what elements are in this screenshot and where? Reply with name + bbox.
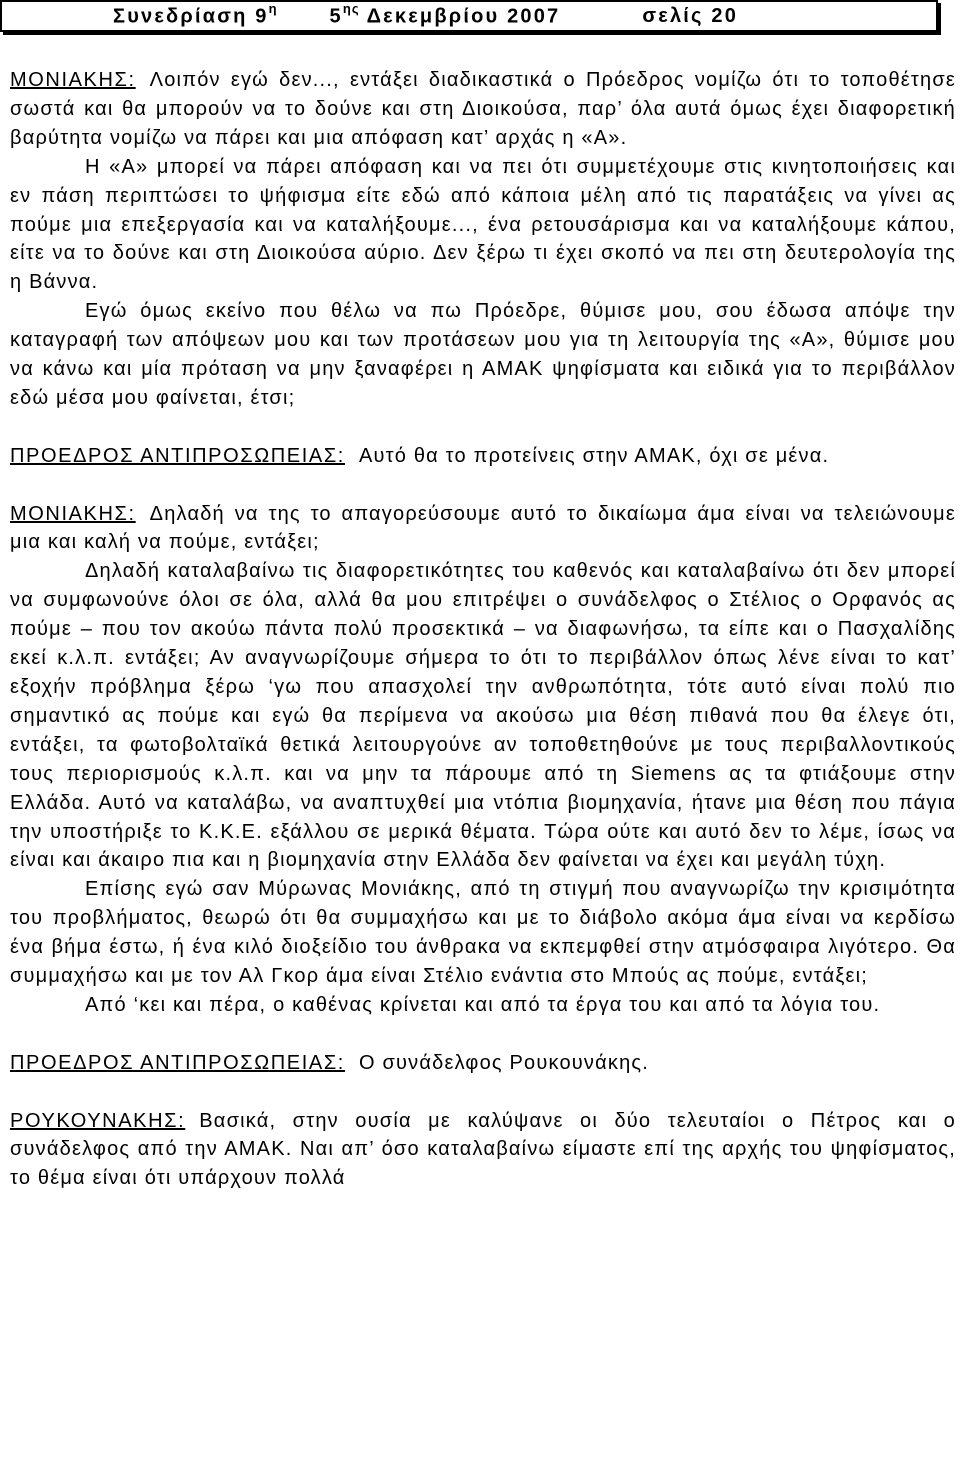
paragraph-text: Ο συνάδελφος Ρουκουνάκης.: [358, 1051, 649, 1074]
header-date: $5^{\eta\varsigma}$ Δεκεμβρίου 2007: [329, 1, 561, 28]
paragraph-text: Δηλαδή να της το απαγορεύσουμε αυτό το δικαίωμα άμα είναι να τελειώνουμε μια και καλή να πούμε, εντάξει;: [10, 502, 956, 554]
paragraph-text: Δηλαδή καταλαβαίνω τις διαφορετικότητες του καθενός και καταλαβαίνω ότι δεν μπορεί να συμφωνούνε όλοι σε όλα, αλλά θα μου επιτρέψει ο συνάδελφος ο Στέλιος ο Ορφανός ας πούμε – που τον ακούω πάντα πολύ προσεκτικά – να διαφωνήσω, τα είπε και ο Πασχαλίδης εκεί κ.λ.π. εντάξει; Αν αναγνωρίζουμε σήμερα το ότι το περιβάλλον όπως λένε είναι το κατ’ εξοχήν πρόβλημα ξέρω ‘γω που απασχολεί την ανθρωπότητα, τότε αυτό είναι πολύ πιο σημαντικό ας πούμε και εγώ θα περίμενα να ακούσω μια θέση πιθανά που θα έλεγε ότι, εντάξει, τα φωτοβολταϊκά θετικά λειτουργούνε αν τοποθετηθούνε με τους περιβαλλοντικούς τους περιορισμούς κ.λ.π. και να μην τα πάρουμε από τη Siemens ας τα φτιάξουμε στην Ελλάδα. Αυτό να καταλάβω, να αναπτυχθεί μια ντόπια βιομηχανία, ήτανε μια θέση που πάγια την υποστήριξε το Κ.Κ.Ε. εξάλλου σε μερικά θέματα. Τώρα ούτε και αυτό δεν το λέμε, ίσως να είναι και άκαιρο πια και η βιομηχανία στην Ελλάδα δεν φαίνεται να έχει και μεγάλη τύχη.: [10, 560, 956, 872]
paragraph-text: Επίσης εγώ σαν Μύρωνας Μονιάκης, από τη στιγμή που αναγνωρίζω την κρισιμότητα του προβλήματος, θεωρώ ότι θα συμμαχήσω και με το διάβολο ακόμα άμα είναι να κερδίσω ένα βήμα έστω, ή ένα κιλό διοξείδιο του άνθρακα να εκπεμφθεί στην ατμόσφαιρα λιγότερο. Θα συμμαχήσω και με τον Αλ Γκορ άμα είναι Στέλιο ενάντια στο Μπούς ας πούμε, εντάξει;: [10, 878, 956, 988]
paragraph-text: Η «Α» μπορεί να πάρει απόφαση και να πει ότι συμμετέχουμε στις κινητοποιήσεις και εν πάση περιπτώσει το ψήφισμα είτε εδώ από κάποια μέλη από τις παρατάξεις να γίνει ας πούμε μια επεξεργασία και να καταλήξουμε..., ένα ρετουσάρισμα και να καταλήξουμε κάπου, είτε να το δούνε και στη Διοικούσα αύριο. Δεν ξέρω τι έχει σκοπό να πει στη δευτερολογία της η Βάννα.: [10, 155, 956, 294]
paragraph-text: Εγώ όμως εκείνο που θέλω να πω Πρόεδρε, θύμισε μου, σου έδωσα απόψε την καταγραφή των απόψεων μου και των προτάσεων μου για τη λειτουργία της «Α», θύμισε μου να κάνω και μία πρόταση να μην ξαναφέρει η ΑΜΑΚ ψηφίσματα και ειδικά για το περιβάλλον εδώ μέσα μου φαίνεται, έτσι;: [10, 300, 956, 409]
speech-paragraph: [10, 1107, 956, 1194]
paragraph-text: Από ‘κει και πέρα, ο καθένας κρίνεται και από τα έργα του και από τα λόγια του.: [85, 993, 881, 1016]
speech-paragraph: [10, 875, 956, 991]
speaker-name: ΜΟΝΙΑΚΗΣ:: [10, 502, 136, 525]
speech-block: [10, 442, 956, 471]
speech-paragraph: [10, 500, 956, 558]
speech-block: [10, 66, 956, 413]
speech-paragraph: [10, 557, 956, 875]
speaker-name: ΡΟΥΚΟΥΝΑΚΗΣ:: [10, 1109, 186, 1132]
speech-paragraph: [10, 66, 956, 153]
speech-block: [10, 1049, 956, 1078]
speech-paragraph: [10, 1049, 956, 1078]
speech-paragraph: [10, 297, 956, 413]
speech-block: [10, 500, 956, 1020]
paragraph-text: Βασικά, στην ουσία με καλύψανε οι δύο τελευταίοι ο Πέτρος και ο συνάδελφος από την ΑΜΑΚ. Ναι απ’ όσο καταλαβαίνω είμαστε επί της αρχής του ψηφίσματος, το θέμα είναι ότι υπάρχουν πολλά: [10, 1109, 956, 1190]
header-page-number: σελίς 20: [642, 4, 739, 27]
transcript-body: [10, 66, 956, 1193]
speech-paragraph: [10, 153, 956, 298]
speech-block: [10, 1107, 956, 1194]
speaker-name: ΜΟΝΙΑΚΗΣ:: [10, 69, 136, 91]
page-header: [0, 0, 938, 32]
paragraph-text: Λοιπόν εγώ δεν..., εντάξει διαδικαστικά ο Πρόεδρος νομίζω ότι το τοποθέτησε σωστά και θα μπορούν να το δούνε και στη Διοικούσα, παρ’ όλα αυτά όμως έχει διαφορετική βαρύτητα νομίζω να πάρει και μια απόφαση κατ’ αρχάς η «Α».: [10, 69, 956, 149]
paragraph-text: Αυτό θα το προτείνεις στην ΑΜΑΚ, όχι σε μένα.: [358, 444, 830, 467]
header-session: Συνεδρίαση $9^\eta$: [113, 1, 278, 28]
speaker-name: ΠΡΟΕΔΡΟΣ ΑΝΤΙΠΡΟΣΩΠΕΙΑΣ:: [10, 444, 345, 467]
speech-paragraph: [10, 991, 956, 1020]
speaker-name: ΠΡΟΕΔΡΟΣ ΑΝΤΙΠΡΟΣΩΠΕΙΑΣ:: [10, 1051, 345, 1074]
speech-paragraph: [10, 442, 956, 471]
